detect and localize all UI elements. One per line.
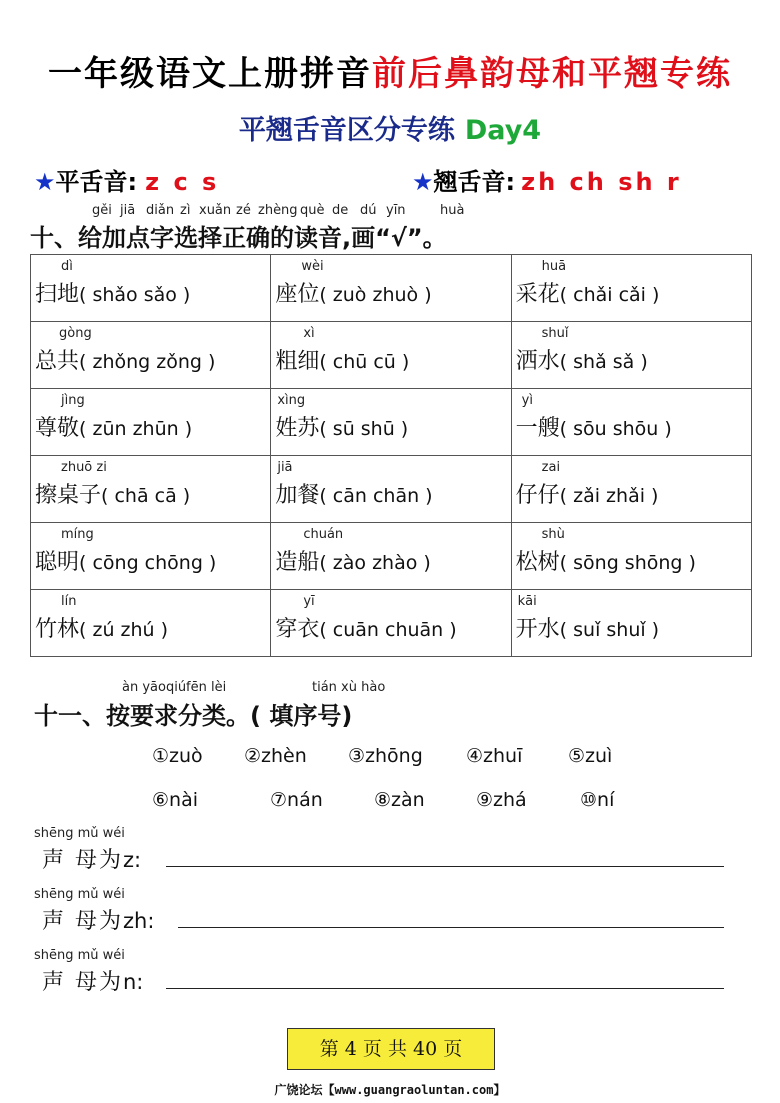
- section10-heading: 十、给加点字选择正确的读音,画“√”。: [30, 224, 447, 252]
- cell-word: 开水: [515, 617, 560, 642]
- table-cell[interactable]: [31, 456, 271, 523]
- table-row: [31, 590, 752, 657]
- subtitle-text: 平翘舌音区分专练: [238, 115, 455, 146]
- cell-word: 擦桌子: [35, 483, 102, 508]
- section11-pinyin-1: àn yāoqiúfēn lèi: [122, 680, 227, 695]
- cell-pinyin: chuán: [303, 527, 344, 542]
- table-cell[interactable]: [511, 456, 751, 523]
- cell-word: 竹林: [35, 617, 80, 642]
- option-2: ②zhèn: [244, 745, 307, 767]
- sort-label-n: [42, 965, 143, 996]
- table-cell[interactable]: [511, 389, 751, 456]
- cell-pinyin: shù: [541, 527, 565, 542]
- cell-content: [35, 411, 192, 442]
- table-row: [31, 456, 752, 523]
- cell-pinyin: huā: [541, 259, 567, 274]
- section10-pinyin-5: zé: [236, 203, 251, 218]
- cell-content: [275, 478, 432, 509]
- cell-options: ( zūn zhūn ): [79, 418, 193, 440]
- option-10: ⑩ní: [580, 789, 615, 811]
- table-cell[interactable]: [271, 456, 511, 523]
- sort-label-hz: 声 母为: [42, 848, 123, 873]
- section10-pinyin-3: zì: [180, 203, 191, 218]
- answer-line-n[interactable]: [166, 988, 724, 989]
- cell-content: [35, 545, 216, 576]
- option-1: ①zuò: [152, 745, 203, 767]
- cell-options: ( chǎi cǎi ): [559, 284, 660, 306]
- star-icon: ★: [412, 168, 434, 196]
- section10-pinyin-4: xuǎn: [199, 203, 232, 218]
- cell-pinyin: lín: [61, 594, 77, 609]
- cell-pinyin: xì: [303, 326, 315, 341]
- cell-pinyin: míng: [61, 527, 94, 542]
- cell-content: [35, 612, 168, 643]
- option-3: ③zhōng: [348, 745, 423, 767]
- cell-word: 造船: [275, 550, 320, 575]
- sort-label-sym: z:: [123, 848, 142, 872]
- page-indicator: 第 4 页 共 40 页: [287, 1028, 495, 1070]
- section10-pinyin-11: huà: [440, 203, 465, 218]
- cell-options: ( zǎi zhǎi ): [559, 485, 659, 507]
- footer-credit: 广饶论坛【www.guangraoluntan.com】: [274, 1083, 506, 1097]
- cell-options: ( zú zhú ): [79, 619, 169, 641]
- cell-options: ( cōng chōng ): [79, 552, 217, 574]
- sort-label-hz: 声 母为: [42, 970, 123, 995]
- table-cell[interactable]: [271, 255, 511, 322]
- option-8: ⑧zàn: [374, 789, 425, 811]
- cell-word: 松树: [515, 550, 560, 575]
- cell-pinyin: shuǐ: [541, 326, 569, 341]
- sort-pinyin-zh: shēng mǔ wéi: [34, 887, 125, 902]
- sort-label-z: [42, 843, 141, 874]
- table-row: [31, 523, 752, 590]
- page-subtitle: [0, 108, 780, 147]
- cell-pinyin: yī: [303, 594, 315, 609]
- cell-content: [275, 411, 408, 442]
- section10-pinyin-10: yīn: [386, 203, 406, 218]
- cell-pinyin: zai: [541, 460, 561, 475]
- legend-curled-label: 翘舌音:: [433, 168, 516, 196]
- table-cell[interactable]: [511, 590, 751, 657]
- cell-pinyin: xìng: [277, 393, 306, 408]
- cell-word: 加餐: [275, 483, 320, 508]
- table-row: [31, 322, 752, 389]
- star-icon: ★: [34, 168, 56, 196]
- cell-content: [275, 344, 409, 375]
- cell-content: [516, 612, 659, 643]
- section11-heading: 十一、按要求分类。( 填序号): [34, 702, 353, 730]
- cell-pinyin: kāi: [517, 594, 537, 609]
- table-cell[interactable]: [511, 255, 751, 322]
- subtitle-day: Day4: [464, 115, 542, 146]
- cell-word: 尊敬: [35, 416, 80, 441]
- answer-line-z[interactable]: [166, 866, 724, 867]
- sort-pinyin-n: shēng mǔ wéi: [34, 948, 125, 963]
- cell-content: [35, 478, 190, 509]
- cell-options: ( sōng shōng ): [559, 552, 696, 574]
- cell-content: [275, 545, 430, 576]
- cell-pinyin: jiā: [277, 460, 293, 475]
- cell-options: ( chā cā ): [101, 485, 191, 507]
- cell-content: [516, 277, 660, 308]
- cell-pinyin: gòng: [59, 326, 92, 341]
- cell-word: 采花: [515, 282, 560, 307]
- section10-pinyin-9: dú: [360, 203, 377, 218]
- section10-pinyin-2: diǎn: [146, 203, 175, 218]
- cell-options: ( sōu shōu ): [559, 418, 672, 440]
- legend-curled-tongue: [412, 162, 682, 197]
- legend-flat-tongue: [34, 162, 219, 197]
- cell-word: 座位: [275, 282, 320, 307]
- table-cell[interactable]: [271, 322, 511, 389]
- sort-pinyin-z: shēng mǔ wéi: [34, 826, 125, 841]
- cell-word: 姓苏: [275, 416, 320, 441]
- section10-pinyin-6: zhèng: [258, 203, 298, 218]
- cell-word: 扫地: [35, 282, 80, 307]
- cell-options: ( zhǒng zǒng ): [79, 351, 216, 373]
- cell-content: [516, 344, 648, 375]
- cell-word: 洒水: [515, 349, 560, 374]
- section10-pinyin-0: gěi: [92, 203, 112, 218]
- cell-content: [516, 411, 672, 442]
- table-cell[interactable]: [511, 523, 751, 590]
- table-cell[interactable]: [31, 523, 271, 590]
- reading-choice-table: [30, 254, 752, 657]
- cell-content: [275, 612, 456, 643]
- title-part2: 前后鼻韵母和平翘专练: [372, 54, 732, 94]
- cell-options: ( shǎ sǎ ): [559, 351, 648, 373]
- table-cell[interactable]: [511, 322, 751, 389]
- cell-word: 聪明: [35, 550, 80, 575]
- cell-options: ( sū shū ): [319, 418, 409, 440]
- cell-content: [35, 344, 215, 375]
- cell-content: [35, 277, 190, 308]
- cell-pinyin: wèi: [301, 259, 324, 274]
- cell-pinyin: zhuō zi: [61, 460, 107, 475]
- sort-label-zh: [42, 904, 154, 935]
- cell-word: 穿衣: [275, 617, 320, 642]
- page-title: [0, 46, 780, 95]
- table-cell[interactable]: [31, 322, 271, 389]
- cell-word: 粗细: [275, 349, 320, 374]
- option-4: ④zhuī: [466, 745, 523, 767]
- legend-flat-label: 平舌音:: [55, 168, 138, 196]
- cell-content: [516, 545, 696, 576]
- cell-pinyin: yì: [521, 393, 533, 408]
- table-row: [31, 255, 752, 322]
- legend-flat-value: z c s: [145, 168, 220, 196]
- option-6: ⑥nài: [152, 789, 198, 811]
- answer-line-zh[interactable]: [178, 927, 724, 928]
- cell-word: 总共: [35, 349, 80, 374]
- section11-pinyin-2: tián xù hào: [312, 680, 386, 695]
- table-cell[interactable]: [31, 255, 271, 322]
- cell-content: [275, 277, 431, 308]
- sort-label-hz: 声 母为: [42, 909, 123, 934]
- title-part1: 一年级语文上册拼音: [48, 54, 372, 94]
- section10-pinyin-1: jiā: [120, 203, 136, 218]
- cell-options: ( chū cū ): [319, 351, 410, 373]
- cell-options: ( zuò zhuò ): [319, 284, 432, 306]
- cell-word: 一艘: [515, 416, 560, 441]
- cell-options: ( cān chān ): [319, 485, 433, 507]
- cell-options: ( cuān chuān ): [319, 619, 457, 641]
- legend-curled-value: zh ch sh r: [521, 168, 682, 196]
- section10-pinyin-7: què: [300, 203, 325, 218]
- sort-label-sym: zh:: [123, 909, 155, 933]
- table-cell[interactable]: [31, 389, 271, 456]
- cell-pinyin: dì: [61, 259, 73, 274]
- option-9: ⑨zhá: [476, 789, 527, 811]
- table-cell[interactable]: [271, 523, 511, 590]
- sort-label-sym: n:: [123, 970, 144, 994]
- table-cell[interactable]: [31, 590, 271, 657]
- option-5: ⑤zuì: [568, 745, 613, 767]
- option-7: ⑦nán: [270, 789, 323, 811]
- cell-options: ( zào zhào ): [319, 552, 431, 574]
- table-cell[interactable]: [271, 590, 511, 657]
- table-row: [31, 389, 752, 456]
- cell-pinyin: jìng: [61, 393, 85, 408]
- cell-content: [516, 478, 659, 509]
- section10-pinyin-8: de: [332, 203, 349, 218]
- cell-options: ( suǐ shuǐ ): [559, 619, 660, 641]
- table-cell[interactable]: [271, 389, 511, 456]
- cell-options: ( shǎo sǎo ): [79, 284, 191, 306]
- cell-word: 仔仔: [515, 483, 560, 508]
